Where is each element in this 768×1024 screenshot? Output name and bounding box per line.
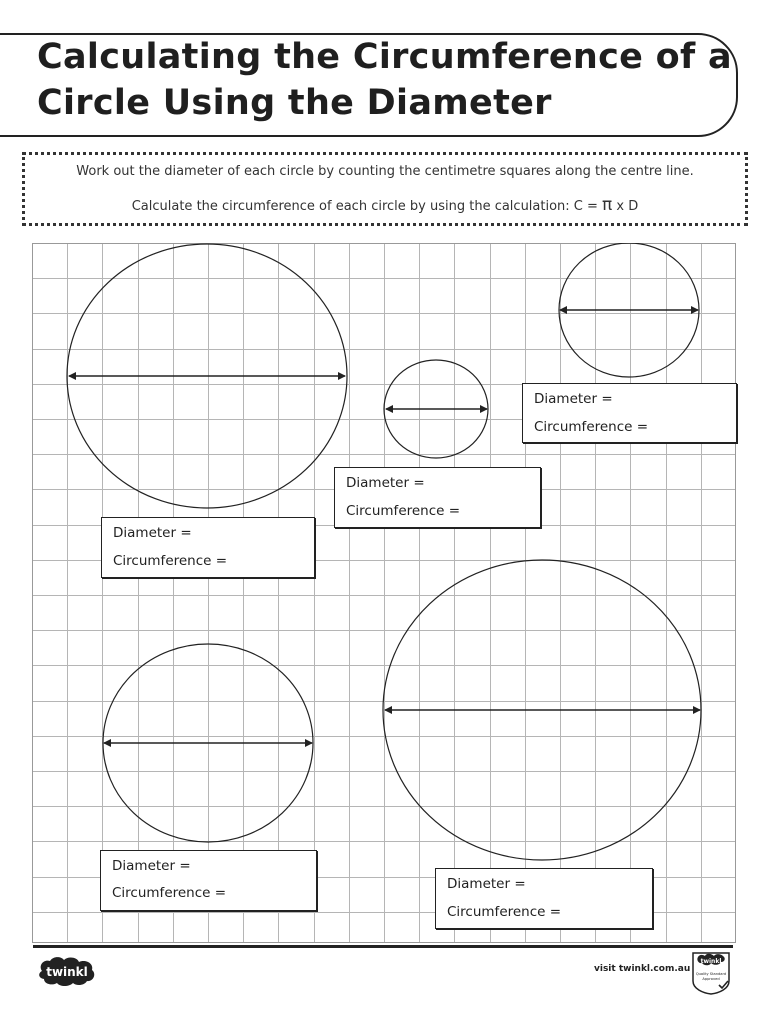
circumference-label: Circumference = [534,419,649,435]
instruction-line-2-prefix: Calculate the circumference of each circle by using the calculation: C = [131,199,603,214]
circumference-label: Circumference = [113,553,228,569]
twinkl-logo-icon [36,955,98,987]
answer-box-circle-4 [100,850,317,911]
answer-box-circle-5 [435,868,653,929]
diameter-label: Diameter = [346,475,425,491]
page-title-line-2: Circle Using the Diameter [37,83,552,123]
answer-box-circle-3 [522,383,737,443]
diameter-label: Diameter = [113,525,192,541]
circumference-label: Circumference = [447,904,562,920]
instruction-line-1: Work out the diameter of each circle by counting the centimetre squares along the centre line. [76,164,694,179]
instruction-line-2 [25,195,745,215]
diameter-label: Diameter = [534,391,613,407]
circumference-label: Circumference = [112,885,227,901]
centimetre-grid [32,243,736,943]
badge-brand: twinkl [700,958,722,965]
logo-text: twinkl [46,965,88,979]
visit-link[interactable]: visit twinkl.com.au [594,964,691,974]
diameter-label: Diameter = [112,858,191,874]
quality-standard-badge-icon [689,951,733,995]
instructions-box [22,152,748,226]
answer-box-circle-1 [101,517,315,578]
pi-symbol: π [602,195,613,215]
title-area [0,33,740,137]
instruction-line-2-suffix: x D [612,199,639,214]
badge-line-2: Approved [702,977,720,981]
page-title-line-1: Calculating the Circumference of a [37,37,732,77]
badge-line-1: Quality Standard [695,972,727,976]
grid-lines [32,243,736,943]
circumference-label: Circumference = [346,503,461,519]
footer-divider [33,945,733,948]
diameter-label: Diameter = [447,876,526,892]
answer-box-circle-2 [334,467,541,528]
